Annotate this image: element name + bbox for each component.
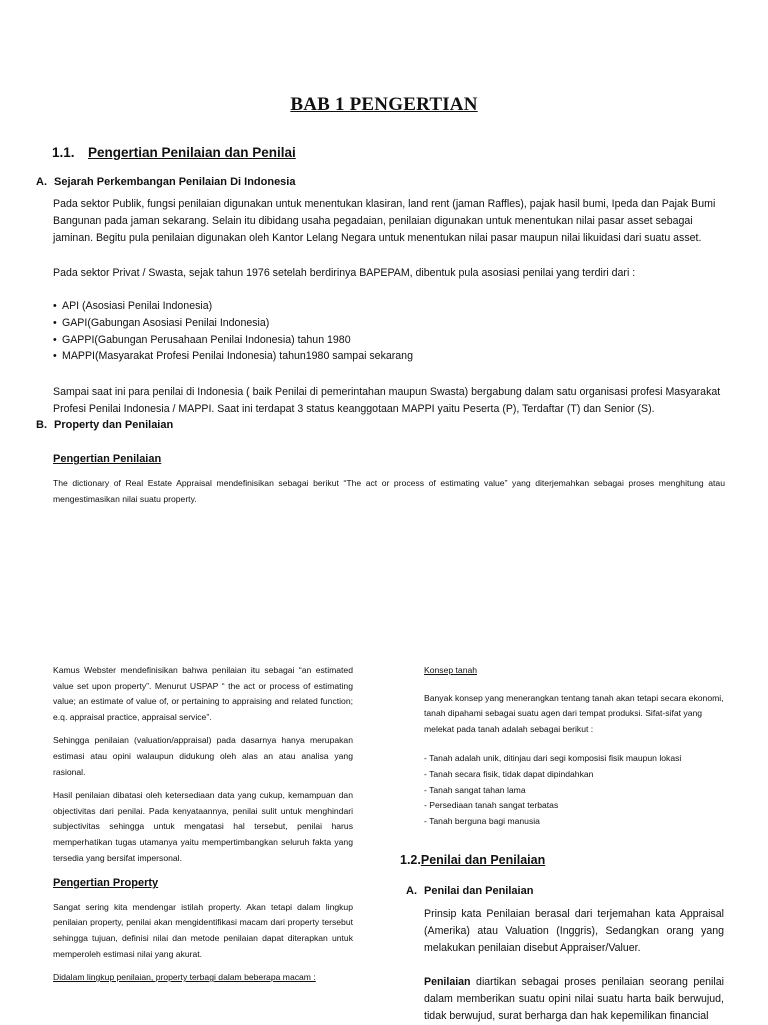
section-number: 1.1. [52,145,75,160]
list-item: - Tanah sangat tahan lama [424,784,526,795]
left-column [53,663,353,994]
pengertian-property-heading: Pengertian Property [53,877,159,890]
list-item: • GAPI(Gabungan Asosiasi Penilai Indonesia) [53,315,653,332]
subsection-a2-heading [406,885,533,897]
section-1-2-heading [400,853,545,867]
subsection-title: Sejarah Perkembangan Penilaian Di Indonesia [54,176,296,188]
section-number: 1.2. [400,853,421,867]
subsection-letter: B. [36,419,47,431]
konsep-tanah-heading: Konsep tanah [424,665,478,675]
penilaian-bold-term: Penilaian [424,976,471,988]
list-item: - Tanah berguna bagi manusia [424,815,540,826]
subsection-letter: A. [406,885,417,897]
right-column-top [424,663,724,829]
paragraph-sehingga: Sehingga penilaian (valuation/appraisal) pada dasarnya hanya merupakan estimasi atau opini walaupun didukung oleh alas an atau analisa yang rasional. [53,735,353,777]
paragraph-sektor-publik: Pada sektor Publik, fungsi penilaian digunakan untuk menentukan klasiran, land rent (jaman Raffles), pajak hasil bumi, Ipeda dan Pajak Bumi Bangunan pada jaman sekarang. Selain itu dibidang usaha pegadaian, penilaian digunakan untuk menentukan nilai pasar asset sebagai jaminan. Begitu pula penilaian digunakan oleh Kantor Lelang Negara untuk menentukan nilai pasar maupun nilai likuidasi dari suatu asset. [53,198,716,244]
paragraph-webster: Kamus Webster mendefinisikan bahwa penilaian itu sebagai “an estimated value set upon property”. Menurut USPAP “ the act or process of estimating value; an estimate of value of, or pertaining to appraising and related function; e.q. appraisal practice, appraisal service”. [53,665,353,722]
subsection-b-heading [36,419,173,431]
paragraph-penilaian [424,974,724,1025]
konsep-tanah-text: Banyak konsep yang menerangkan tentang tanah akan tetapi secara ekonomi, tanah dipahami sebagai suatu agen dari tempat produksi. Sifat-sifat yang melekat pada tanah adalah sebagai berikut : [424,692,724,734]
list-item: • MAPPI(Masyarakat Profesi Penilai Indonesia) tahun1980 sampai sekarang [53,348,653,365]
subsection-title: Property dan Penilaian [54,419,174,431]
paragraph-hasil-penilaian: Hasil penilaian dibatasi oleh ketersediaan data yang cukup, kemampuan dan objectivitas dari penilai. Pada kenyataannya, penilai sulit untuk menghindari subjectivitas sehingga untuk mengatasi hal tersebut, penilai harus memperhatikan tugas utamanya yaitu mempertimbangkan seluruh fakta yang tersedia yang bersifat impersonal. [53,790,353,863]
list-item: - Persediaan tanah sangat terbatas [424,800,559,811]
list-item: • API (Asosiasi Penilai Indonesia) [53,298,653,315]
association-list [53,298,653,365]
paragraph-sektor-privat: Pada sektor Privat / Swasta, sejak tahun 1976 setelah berdirinya BAPEPAM, dibentuk pula asosiasi penilai yang terdiri dari : [53,267,636,279]
paragraph-prinsip: Prinsip kata Penilaian berasal dari terjemahan kata Appraisal (Amerika) atau Valuation (Inggris), Sedangkan orang yang melakukan penilaian disebut Appraiser/Valuer. [424,908,724,954]
subsection-letter: A. [36,176,47,188]
penilaian-definition: diartikan sebagai proses penilaian seorang penilai dalam memberikan suatu opini nilai suatu harta baik berwujud, tidak berwujud, surat berharga dan hak kepemilikan financial [424,976,724,1022]
list-item: - Tanah secara fisik, tidak dapat dipindahkan [424,768,594,779]
page-title: BAB 1 PENGERTIAN [290,94,478,115]
paragraph-property: Sangat sering kita mendengar istilah property. Akan tetapi dalam lingkup penilaian property, penilai akan mengidentifikasi macam dari property tersebut sehingga tujuan, definisi nilai dan metode penilaian dapat diterapkan untuk memperoleh estimasi nilai yang akurat. [53,901,353,959]
paragraph-sampai-saat-ini: Sampai saat ini para penilai di Indonesia ( baik Penilai di pemerintahan maupun Swasta) bergabung dalam satu organisasi profesi Masyarakat Profesi Penilai Indonesia / MAPPI. Saat ini terdapat 3 status keanggotaan MAPPI yaitu Peserta (P), Terdaftar (T) dan Senior (S). [53,386,721,415]
pengertian-penilaian-heading: Pengertian Penilaian [53,453,162,465]
paragraph-lingkup: Didalam lingkup penilaian, property terbagi dalam beberapa macam : [53,972,316,983]
list-item: • GAPPI(Gabungan Perusahaan Penilai Indonesia) tahun 1980 [53,332,653,349]
list-item: - Tanah adalah unik, ditinjau dari segi komposisi fisik maupun lokasi [424,753,682,764]
tanah-properties-list [424,751,724,829]
section-title: Penilai dan Penilaian [420,853,546,867]
subsection-a-heading [36,176,295,188]
subsection-title: Penilai dan Penilaian [424,885,534,897]
section-title: Pengertian Penilaian dan Penilai [88,145,296,160]
section-1-1-heading [52,145,296,160]
pengertian-penilaian-text: The dictionary of Real Estate Appraisal mendefinisikan sebagai berikut “The act or process of estimating value” yang diterjemahkan sebagai proses menghitung atau mengestimasikan nilai suatu property. [53,478,725,504]
